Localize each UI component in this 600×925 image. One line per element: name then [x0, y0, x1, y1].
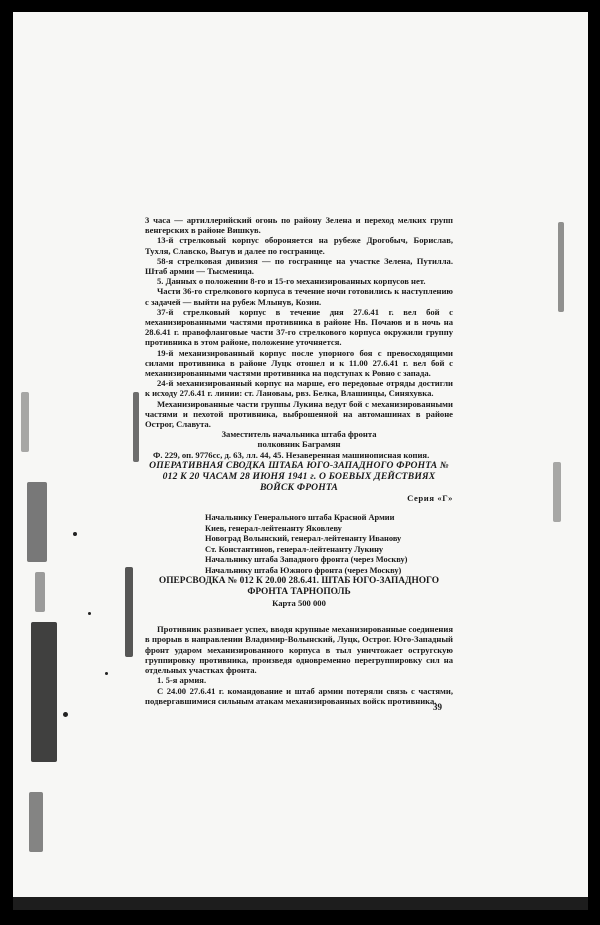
scan-artifact — [133, 392, 139, 462]
paragraph: 13-й стрелковый корпус обороняется на рубеже Дрогобыч, Борислав, Тухля, Славско, Выгув и далее по госгранице. — [145, 235, 453, 256]
map-scale: Карта 500 000 — [272, 598, 326, 609]
scan-artifact — [63, 712, 68, 717]
series-label: Серия «Г» — [407, 492, 453, 503]
paragraph: Механизированные части группы Лукина ведут бой с механизированными частями и пехотой противника, выброшенной на автомашинах в районе Острог, Славута. — [145, 398, 453, 430]
scan-artifact — [558, 222, 564, 312]
paragraph: С 24.00 27.6.41 г. командование и штаб армии потеряли связь с частями, подвергавшимися сильным атакам механизированных войск противника. — [145, 685, 453, 706]
scan-artifact — [13, 897, 588, 910]
scan-artifact — [21, 392, 29, 452]
scan-artifact — [73, 532, 77, 536]
recipient: Начальнику штаба Южного фронта (через Москву) — [205, 565, 402, 575]
paragraph: 1. 5-я армия. — [157, 675, 207, 686]
recipient: Киев, генерал-лейтенанту Яковлеву — [205, 523, 342, 533]
scan-artifact — [29, 792, 43, 852]
scan-artifact — [88, 612, 91, 615]
paragraph: 24-й механизированный корпус на марше, его передовые отряды достигли к исходу 27.6.41 г. линии: ст. Лановаы, рвз. Белка, Влашинцы, Синяхувка. — [145, 378, 453, 399]
document-title: ОПЕРАТИВНАЯ СВОДКА ШТАБА ЮГО-ЗАПАДНОГО ФРОНТА № 012 К 20 ЧАСАМ 28 ИЮНЯ 1941 г. О БОЕВЫХ ДЕЙСТВИЯХ ВОЙСК ФРОНТА — [149, 459, 449, 493]
signature-title: Заместитель начальника штаба фронта — [221, 429, 377, 440]
archive-source: Ф. 229, оп. 9776сс, д. 63, лл. 44, 45. Незаверенная машинописная копия. — [153, 449, 430, 460]
paragraph: Части 36-го стрелкового корпуса в течение ночи готовились к наступлению с задачей — выйти на рубеж Млынув, Козин. — [145, 286, 453, 307]
recipients-list — [145, 513, 453, 576]
scan-artifact — [105, 672, 108, 675]
operational-summary-title: ОПЕРСВОДКА № 012 К 20.00 28.6.41. ШТАБ ЮГО-ЗАПАДНОГО ФРОНТА ТАРНОПОЛЬ — [158, 576, 440, 598]
scan-artifact — [31, 622, 57, 762]
paragraph: 37-й стрелковый корпус в течение дня 27.6.41 г. вел бой с механизированными частями противника в районе Нв. Почаюв и в ночь на 28.6.41 г. правофланговые части 37-го стрелкового корпуса окружили группу противника в этом районе, положение уточняется. — [145, 306, 453, 348]
recipient: Ст. Константинов, генерал-лейтенанту Лукину — [205, 544, 384, 554]
paragraph: 58-я стрелковая дивизия — по госгранице на участке Зелена, Путилла. Штаб армии — Тысменица. — [145, 255, 453, 277]
signature-name: полковник Баграмян — [257, 439, 341, 450]
document-text — [145, 215, 453, 706]
scan-artifact — [35, 572, 45, 612]
recipient: Новоград Волынский, генерал-лейтенанту Иванову — [205, 534, 402, 544]
paragraph: 5. Данных о положении 8-го и 15-го механизированных корпусов нет. — [157, 276, 426, 287]
scan-artifact — [553, 462, 561, 522]
paragraph: 3 часа — артиллерийский огонь по району Зелена и переход мелких групп венгерских в районе Вишкув. — [145, 215, 453, 236]
recipient: Начальнику Генерального штаба Красной Армии — [205, 513, 395, 523]
scan-artifact — [125, 567, 133, 657]
page-number: 39 — [433, 702, 442, 712]
paragraph: 19-й механизированный корпус после упорного боя с превосходящими силами противника в районе Луцк отошел и к 11.00 27.6.41 г. вел бой с механизированными частями противника на подступах к Ровно с запада. — [145, 347, 453, 379]
summary-body — [145, 624, 453, 706]
recipient: Начальнику штаба Западного фронта (через Москву) — [205, 555, 408, 565]
scan-artifact — [27, 482, 47, 562]
paragraph: Противник развивает успех, вводя крупные механизированные соединения в прорыв в направлении Владимир-Волынский, Луцк, Острог. Юго-Западный фронт ударом механизированного корпуса в тыл уничтожает остругскую группировку противника, произведя одновременно перегруппировку сил на отдельных участках фронта. — [145, 624, 453, 676]
